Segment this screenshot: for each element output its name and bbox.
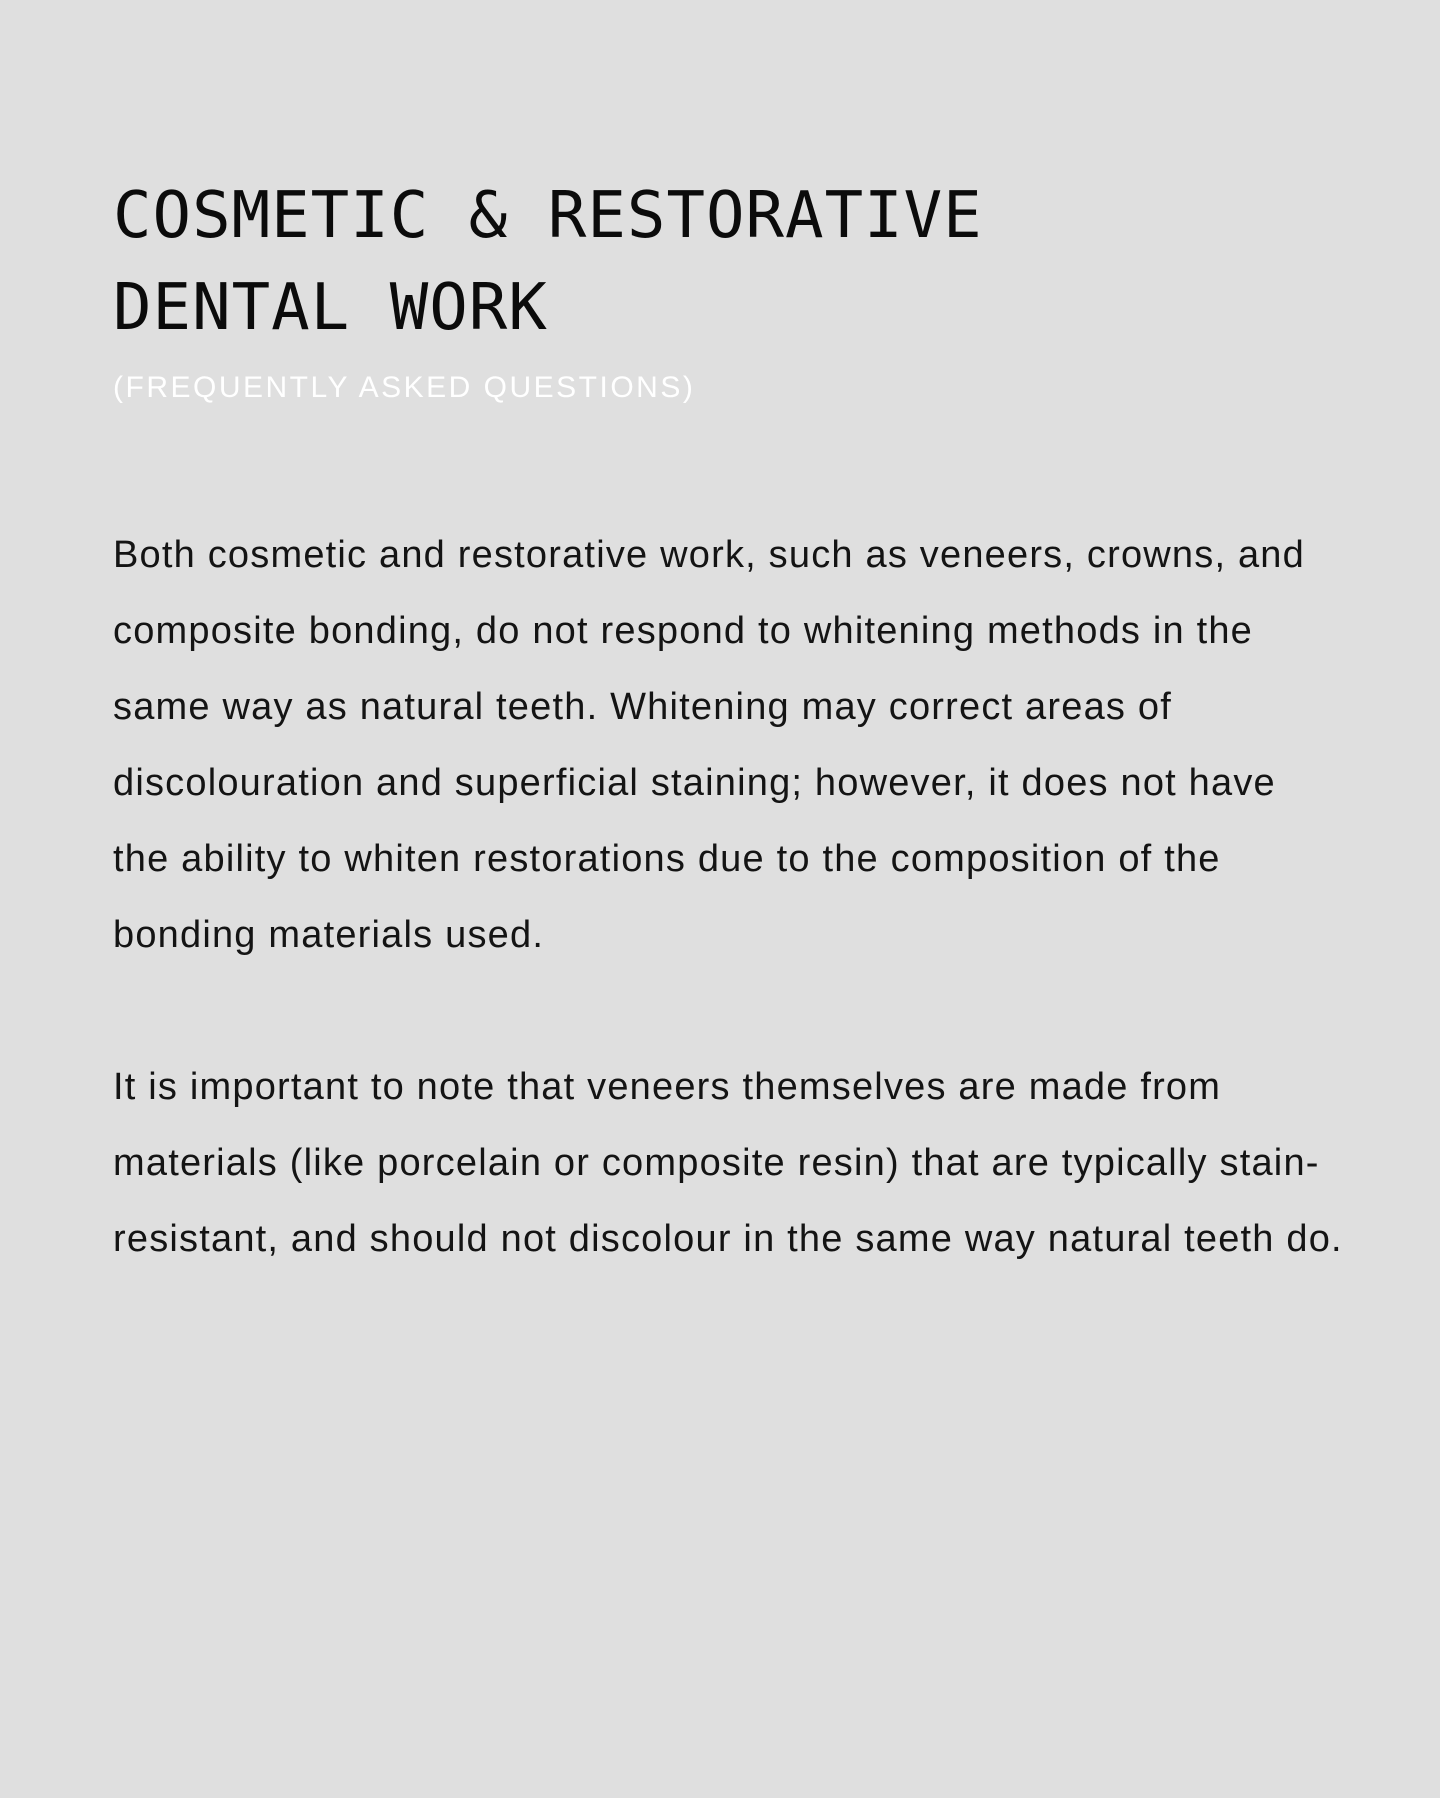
- answer-paragraph-2: It is important to note that veneers themselves are made from materials (like porcelain or composite resin) that are typically stain-resistant, and should not discolour in the same way natural teeth do.: [113, 1066, 1343, 1260]
- answer-paragraph-1: Both cosmetic and restorative work, such as veneers, crowns, and composite bonding, do not respond to whitening methods in the same way as natural teeth. Whitening may correct areas of discolouration and superficial staining; however, it does not have the ability to whiten restorations due to the composition of the bonding materials used.: [113, 534, 1305, 956]
- faq-card: [113, 170, 1343, 1277]
- card-header: [113, 170, 1343, 408]
- page-subtitle: (FREQUENTLY ASKED QUESTIONS): [113, 371, 696, 404]
- faq-answer: [113, 517, 1343, 1277]
- page-title: COSMETIC & RESTORATIVE DENTAL WORK: [113, 179, 983, 345]
